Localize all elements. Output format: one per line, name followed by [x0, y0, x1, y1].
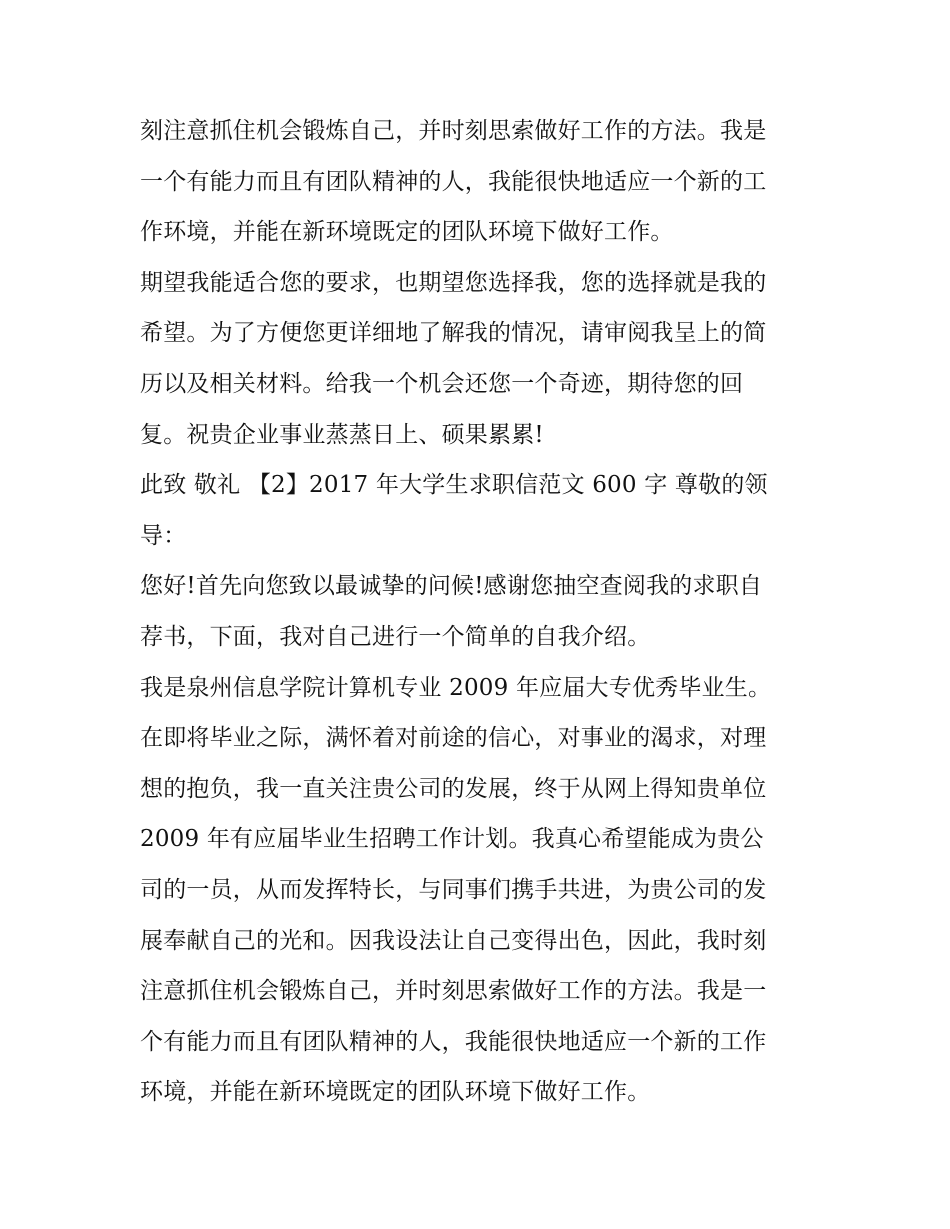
text-line: 我是泉州信息学院计算机专业 2009 年应届大专优秀毕业生。	[140, 674, 772, 701]
text-line: 环境，并能在新环境既定的团队环境下做好工作。	[140, 1079, 651, 1106]
text-line: 历以及相关材料。给我一个机会还您一个奇迹，期待您的回	[140, 370, 744, 397]
text-line: 想的抱负，我一直关注贵公司的发展，终于从网上得知贵单位	[140, 775, 767, 802]
text-line: 作环境，并能在新环境既定的团队环境下做好工作。	[140, 219, 674, 246]
text-line: 展奉献自己的光和。因我设法让自己变得出色，因此，我时刻	[140, 927, 767, 954]
text-line: 此致 敬礼 【2】2017 年大学生求职信范文 600 字 尊敬的领	[140, 472, 768, 499]
text-line: 在即将毕业之际，满怀着对前途的信心，对事业的渴求，对理	[140, 725, 767, 752]
text-line: 一个有能力而且有团队精神的人，我能很快地适应一个新的工	[140, 168, 767, 195]
text-line: 导：	[140, 522, 187, 549]
text-line: 复。祝贵企业事业蒸蒸日上、硕果累累!	[140, 421, 544, 448]
text-line: 司的一员，从而发挥特长，与同事们携手共进，为贵公司的发	[140, 876, 767, 903]
text-line: 您好!首先向您致以最诚挚的问候!感谢您抽空查阅我的求职自	[140, 573, 763, 600]
text-line: 2009 年有应届毕业生招聘工作计划。我真心希望能成为贵公	[140, 826, 764, 853]
letter-body	[140, 106, 820, 1118]
text-line: 刻注意抓住机会锻炼自己，并时刻思索做好工作的方法。我是	[140, 118, 767, 144]
text-line: 期望我能适合您的要求，也期望您选择我，您的选择就是我的	[140, 269, 767, 296]
text-line: 希望。为了方便您更详细地了解我的情况，请审阅我呈上的简	[140, 320, 767, 347]
text-line: 注意抓住机会锻炼自己，并时刻思索做好工作的方法。我是一	[140, 978, 767, 1005]
text-line: 个有能力而且有团队精神的人，我能很快地适应一个新的工作	[140, 1028, 767, 1055]
text-line: 荐书，下面，我对自己进行一个简单的自我介绍。	[140, 623, 651, 650]
